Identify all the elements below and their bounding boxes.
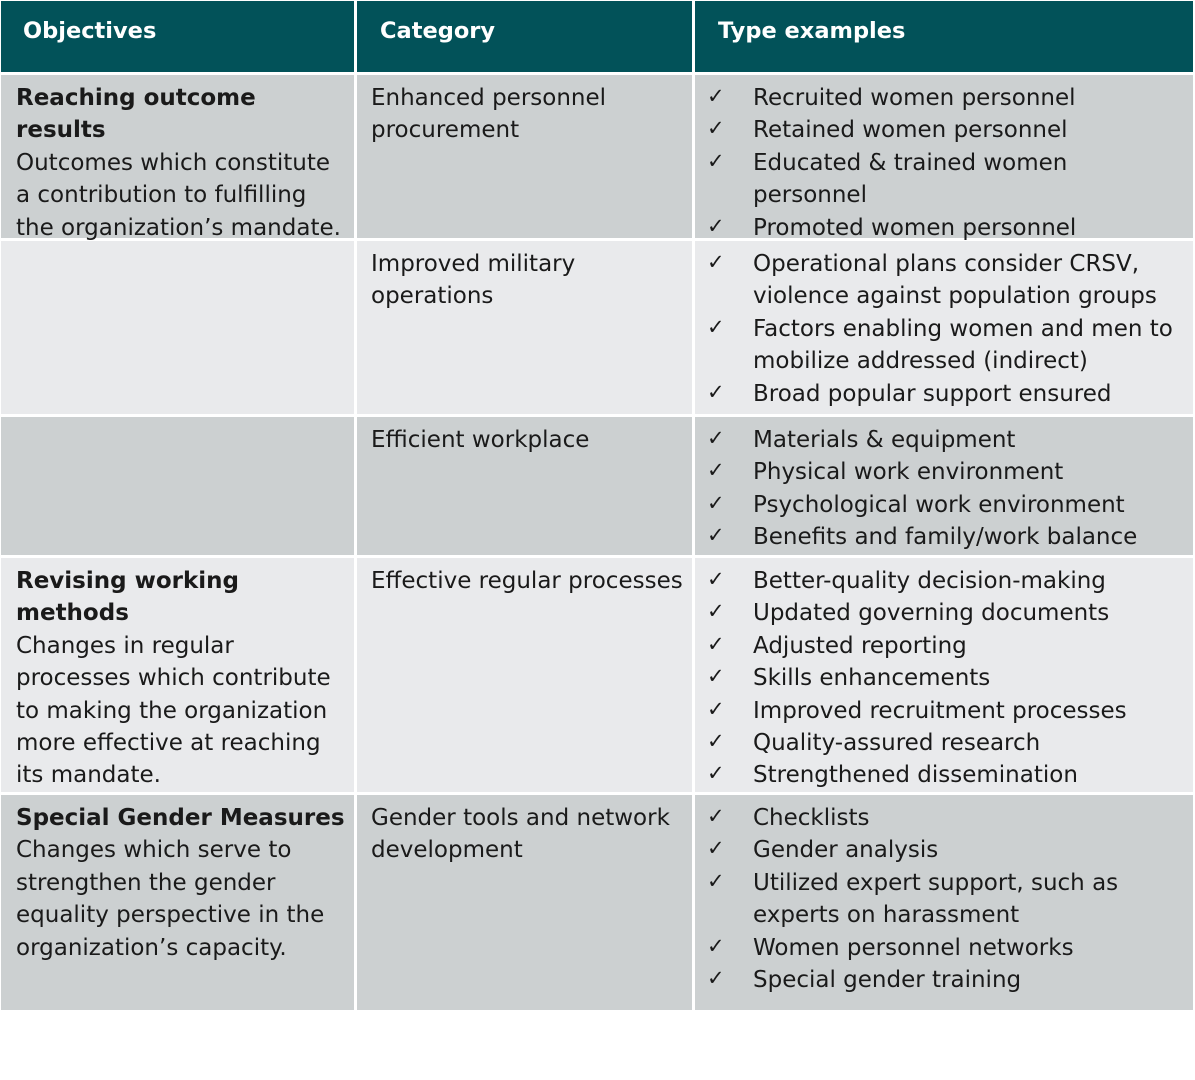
checkmark-icon: ✓ xyxy=(707,213,725,238)
checkmark-icon: ✓ xyxy=(707,966,725,991)
objective-title: Revising working methods xyxy=(16,568,240,627)
examples-list xyxy=(707,802,1187,996)
example-text: Recruited women personnel xyxy=(753,85,1076,111)
example-text: Improved recruitment processes xyxy=(753,697,1127,724)
list-item xyxy=(707,114,1187,146)
example-text: Benefits and family/work balance xyxy=(753,524,1138,551)
objective-description: Outcomes which constitute a contribution to fulfilling the organization’s mandate. xyxy=(16,149,341,241)
category-cell: Enhanced personnel procurement xyxy=(357,75,695,238)
checkmark-icon: ✓ xyxy=(707,84,725,108)
list-item xyxy=(707,695,1187,727)
checkmark-icon: ✓ xyxy=(707,868,725,893)
objective-title: Special Gender Measures xyxy=(16,805,345,831)
list-item xyxy=(707,521,1187,553)
list-item xyxy=(707,597,1187,629)
objective-cell xyxy=(1,558,357,792)
objectives-table xyxy=(1,1,1193,1013)
table-row xyxy=(1,75,1193,241)
example-text: Quality-assured research xyxy=(753,730,1041,757)
list-item xyxy=(707,867,1187,932)
example-text: Broad popular support ensured xyxy=(753,380,1112,407)
examples-cell xyxy=(695,75,1193,241)
checkmark-icon: ✓ xyxy=(707,933,725,958)
header-type-examples: Type examples xyxy=(718,18,906,44)
objective-description: Changes in regular processes which contribute to making the organization more effective at reaching its mandate. xyxy=(16,632,331,789)
checkmark-icon: ✓ xyxy=(707,664,725,689)
category-cell: Gender tools and network development xyxy=(357,795,695,1010)
checkmark-icon: ✓ xyxy=(707,804,725,828)
list-item xyxy=(707,82,1187,114)
objective-cell xyxy=(1,417,357,555)
list-item xyxy=(707,456,1187,488)
header-objectives: Objectives xyxy=(1,1,357,72)
checkmark-icon: ✓ xyxy=(707,250,725,274)
list-item xyxy=(707,248,1187,313)
table-row xyxy=(1,558,1193,795)
list-item xyxy=(707,313,1187,378)
header-category: Category xyxy=(357,1,695,72)
category-cell: Effective regular processes xyxy=(357,558,695,792)
table-row xyxy=(1,417,1193,558)
list-item xyxy=(707,802,1187,834)
examples-cell xyxy=(695,795,1193,1010)
checkmark-icon: ✓ xyxy=(707,523,725,548)
checkmark-icon: ✓ xyxy=(707,148,725,173)
list-item xyxy=(707,212,1187,244)
objective-cell xyxy=(1,75,357,241)
checkmark-icon: ✓ xyxy=(707,379,725,404)
objective-cell xyxy=(1,795,357,1010)
list-item xyxy=(707,759,1187,791)
checkmark-icon: ✓ xyxy=(707,631,725,656)
checkmark-icon: ✓ xyxy=(707,426,725,450)
example-text: Women personnel networks xyxy=(753,934,1074,961)
example-text: Skills enhancements xyxy=(753,665,991,692)
list-item xyxy=(707,964,1187,996)
objective-cell xyxy=(1,241,357,414)
list-item xyxy=(707,489,1187,521)
example-text: Updated governing documents xyxy=(753,600,1110,627)
checkmark-icon: ✓ xyxy=(707,567,725,591)
checkmark-icon: ✓ xyxy=(707,761,725,786)
example-text: Gender analysis xyxy=(753,837,939,864)
checkmark-icon: ✓ xyxy=(707,314,725,339)
list-item xyxy=(707,630,1187,662)
examples-cell xyxy=(695,417,1193,555)
examples-list xyxy=(707,248,1187,410)
example-text: Utilized expert support, such as experts on harassment xyxy=(753,869,1119,929)
example-text: Adjusted reporting xyxy=(753,632,967,659)
checkmark-icon: ✓ xyxy=(707,836,725,861)
example-text: Psychological work environment xyxy=(753,491,1125,518)
example-text: Materials & equipment xyxy=(753,427,1016,453)
list-item xyxy=(707,147,1187,212)
list-item xyxy=(707,565,1187,597)
list-item xyxy=(707,727,1187,759)
example-text: Checklists xyxy=(753,805,870,831)
list-item xyxy=(707,834,1187,866)
examples-list xyxy=(707,424,1187,554)
checkmark-icon: ✓ xyxy=(707,729,725,754)
table-row xyxy=(1,795,1193,1013)
checkmark-icon: ✓ xyxy=(707,599,725,624)
example-text: Physical work environment xyxy=(753,459,1064,486)
examples-list xyxy=(707,82,1187,244)
example-text: Educated & trained women personnel xyxy=(753,149,1068,209)
list-item xyxy=(707,378,1187,410)
example-text: Promoted women personnel xyxy=(753,214,1077,241)
list-item xyxy=(707,662,1187,694)
example-text: Special gender training xyxy=(753,967,1022,994)
examples-list xyxy=(707,565,1187,792)
checkmark-icon: ✓ xyxy=(707,458,725,483)
checkmark-icon: ✓ xyxy=(707,116,725,141)
example-text: Operational plans consider CRSV, violence against population groups xyxy=(753,251,1157,310)
checkmark-icon: ✓ xyxy=(707,696,725,721)
objective-description: Changes which serve to strengthen the gender equality perspective in the organization’s capacity. xyxy=(16,837,325,961)
table-row xyxy=(1,241,1193,417)
examples-cell xyxy=(695,241,1193,414)
example-text: Factors enabling women and men to mobilize addressed (indirect) xyxy=(753,315,1173,375)
checkmark-icon: ✓ xyxy=(707,490,725,515)
table-body xyxy=(1,75,1193,1013)
category-cell: Improved military operations xyxy=(357,241,695,414)
objective-title: Reaching outcome results xyxy=(16,85,256,144)
list-item xyxy=(707,424,1187,456)
example-text: Strengthened dissemination xyxy=(753,762,1078,789)
example-text: Better-quality decision-making xyxy=(753,568,1106,594)
category-cell: Efficient workplace xyxy=(357,417,695,555)
example-text: Retained women personnel xyxy=(753,117,1068,144)
examples-cell xyxy=(695,558,1193,792)
list-item xyxy=(707,932,1187,964)
table-header-row xyxy=(1,1,1193,75)
